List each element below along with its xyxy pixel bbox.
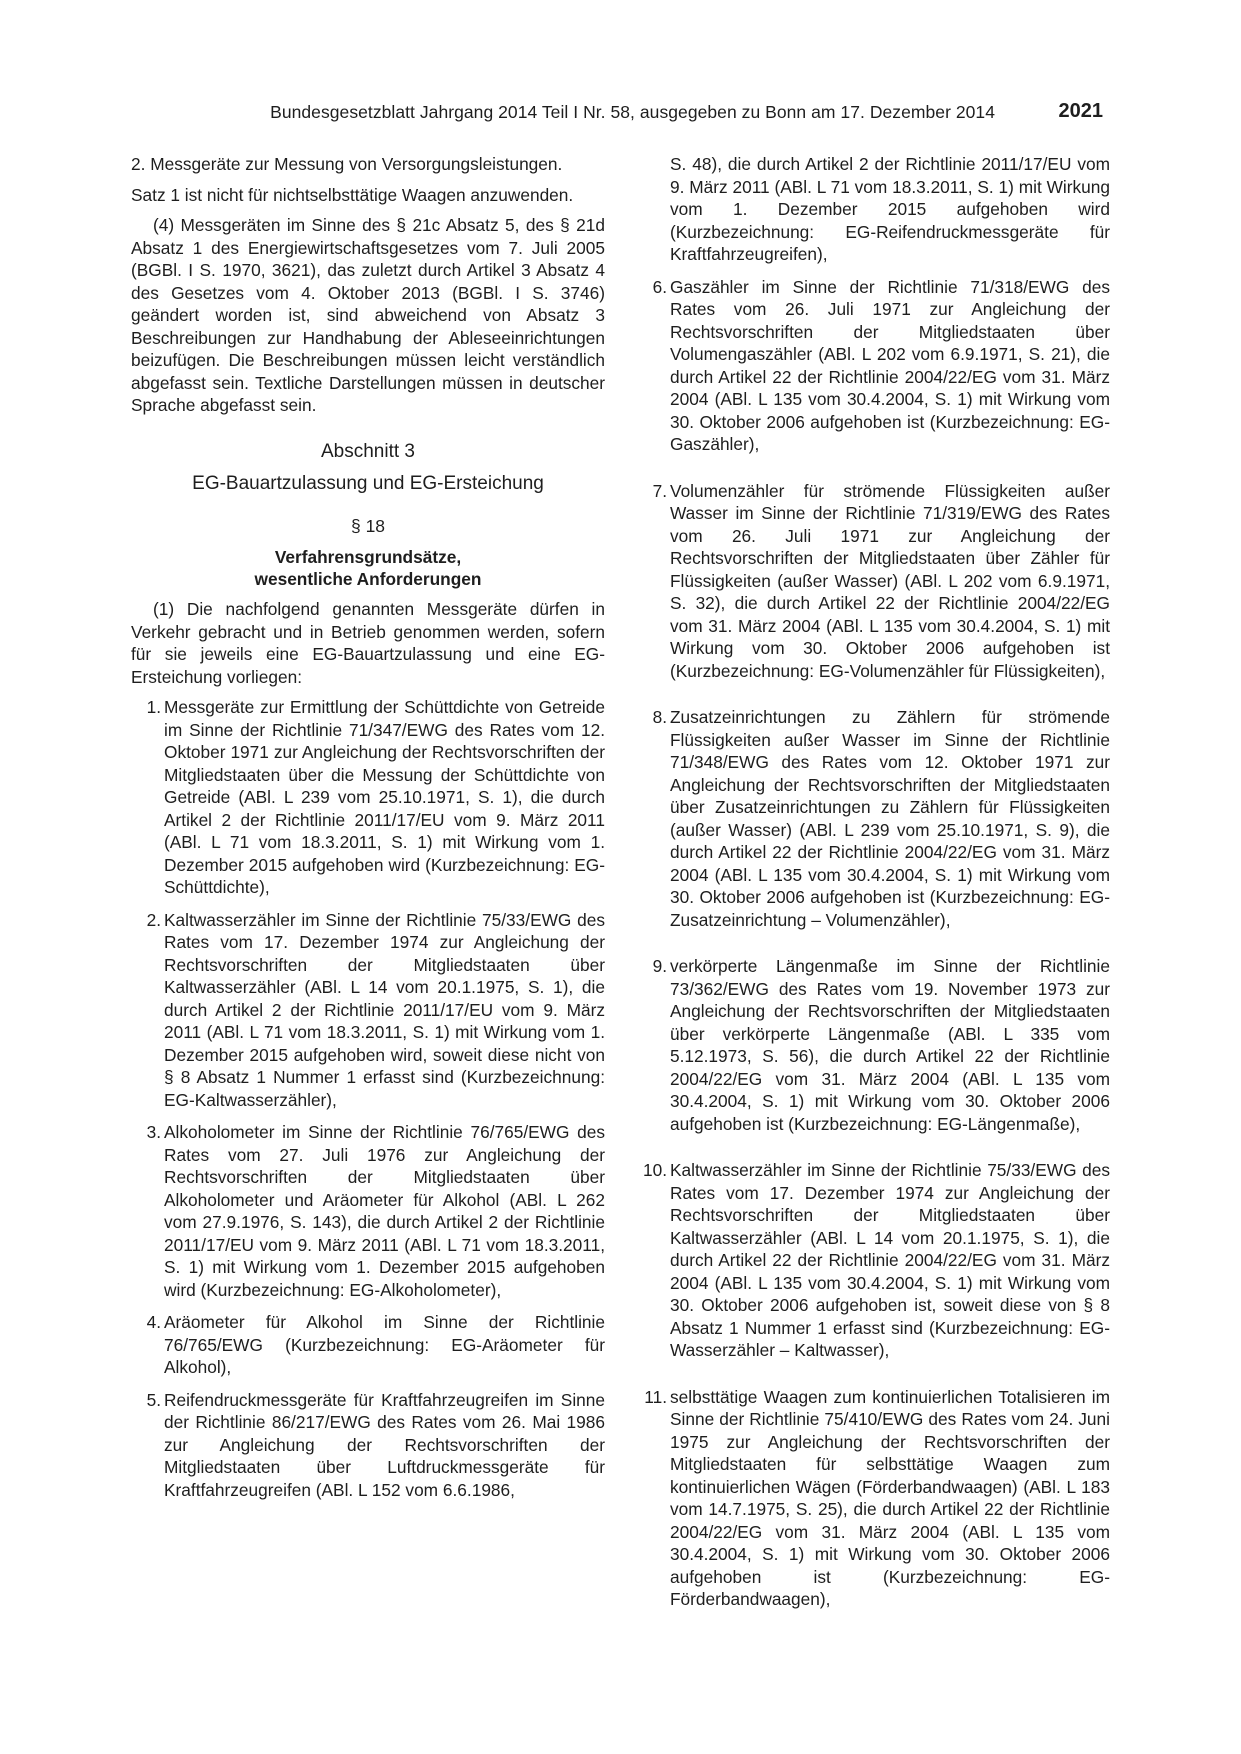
list-item-text: selbsttätige Waagen zum kontinuierlichen Totalisieren im Sinne der Richtlinie 75/410/EWG des Rates vom 24. Juni 1975 zur Angleichung der Rechtsvorschriften der Mitgliedstaaten für selbsttätige Waagen zum kontinuierlichen Wägen (Förderbandwaagen) (ABl. L 183 vom 14.7.1975, S. 25), die durch Artikel 22 der Richtlinie 2004/22/EG vom 31. März 2004 (ABl. L 135 vom 30.4.2004, S. 1) mit Wirkung vom 30. Oktober 2006 aufgehoben ist (Kurzbezeichnung: EG-Förderbandwaagen), — [670, 1386, 1110, 1609]
list-item — [637, 1386, 1110, 1611]
paragraph-title-line-1: Verfahrensgrundsätze, — [274, 547, 462, 567]
paragraph-1-intro: (1) Die nachfolgend genannten Messgeräte dürfen in Verkehr gebracht und in Betrieb genommen werden, sofern für sie jeweils eine EG-Bauartzulassung und eine EG-Ersteichung vorliegen: — [131, 599, 605, 687]
list-item-number: 7. — [652, 480, 667, 501]
list-item — [131, 1121, 605, 1301]
list-item-text: Gaszähler im Sinne der Richtlinie 71/318/EWG des Rates vom 26. Juli 1971 zur Angleichung der Rechtsvorschriften der Mitgliedstaaten über Volumengaszähler (ABl. L 202 vom 6.9.1971, S. 21), die durch Artikel 22 der Richtlinie 2004/22/EG vom 31. März 2004 (ABl. L 135 vom 30.4.2004, S. 1) mit Wirkung vom 30. Oktober 2006 aufgehoben ist (Kurzbezeichnung: EG-Gaszähler), — [670, 276, 1110, 454]
list-item — [131, 909, 605, 1112]
list-item-text: verkörperte Längenmaße im Sinne der Richtlinie 73/362/EWG des Rates vom 19. November 1973 zur Angleichung der Rechtsvorschriften der Mitgliedstaaten über verkörperte Längenmaße (ABl. L 335 vom 5.12.1973, S. 56), die durch Artikel 22 der Richtlinie 2004/22/EG vom 31. März 2004 (ABl. L 135 vom 30.4.2004, S. 1) mit Wirkung vom 30. Oktober 2006 aufgehoben ist (Kurzbezeichnung: EG-Längenmaße), — [670, 956, 1110, 1134]
list-item — [131, 696, 605, 899]
list-item-text: Messgeräte zur Ermittlung der Schüttdichte von Getreide im Sinne der Richtlinie 71/347/EWG des Rates vom 12. Oktober 1971 zur Angleichung der Rechtsvorschriften der Mitgliedstaaten über die Messung der Schüttdichte von Getreide (ABl. L 239 vom 25.10.1971, S. 1), die durch Artikel 2 der Richtlinie 2011/17/EU vom 9. März 2011 (ABl. L 71 vom 18.3.2011, S. 1) mit Wirkung vom 1. Dezember 2015 aufgehoben wird (Kurzbezeichnung: EG-Schüttdichte), — [164, 697, 605, 897]
section-label: Abschnitt 3 — [321, 440, 415, 462]
paragraph-4: (4) Messgeräten im Sinne des § 21c Absatz 5, des § 21d Absatz 1 des Energiewirtschaftsgesetzes vom 7. Juli 2005 (BGBl. I S. 1970, 3621), das zuletzt durch Artikel 3 Absatz 4 des Gesetzes vom 4. Oktober 2013 (BGBl. I S. 3746) geändert worden ist, sind abweichend von Absatz 3 Beschreibungen zur Handhabung der Ableseeinrichtungen beizufügen. Die Beschreibungen müssen leicht verständlich abgefasst sein. Textliche Darstellungen müssen in deutscher Sprache abgefasst sein. — [131, 215, 605, 415]
section-title: EG-Bauartzulassung und EG-Ersteichung — [192, 472, 544, 494]
list-item-number: 8. — [652, 707, 667, 727]
list-item-number: 2. — [146, 909, 161, 930]
list-item — [131, 1389, 605, 1502]
continued-item-2: 2. Messgeräte zur Messung von Versorgungsleistungen. — [131, 154, 563, 174]
list-item-text: Zusatzeinrichtungen zu Zählern für strömende Flüssigkeiten außer Wasser im Sinne der Richtlinie 71/348/EWG des Rates vom 12. Oktober 1971 zur Angleichung der Rechtsvorschriften der Mitgliedstaaten über Zusatzeinrichtungen zu Zählern für Flüssigkeiten (außer Wasser) (ABl. L 239 vom 25.10.1971, S. 9), die durch Artikel 22 der Richtlinie 2004/22/EG vom 31. März 2004 (ABl. L 135 vom 30.4.2004, S. 1) mit Wirkung vom 30. Oktober 2006 aufgehoben ist (Kurzbezeichnung: EG-Zusatzeinrichtung – Volumenzähler), — [670, 707, 1110, 930]
list-item — [637, 276, 1110, 456]
list-item-number: 5. — [146, 1389, 161, 1410]
list-item — [637, 1159, 1110, 1362]
satz-1-note: Satz 1 ist nicht für nichtselbsttätige Waagen anzuwenden. — [131, 184, 574, 205]
list-item-number: 6. — [652, 276, 667, 297]
list-item — [637, 955, 1110, 1135]
paragraph-number: § 18 — [350, 515, 386, 536]
list-item-number: 10. — [642, 1160, 667, 1180]
list-item-text: Alkoholometer im Sinne der Richtlinie 76/765/EWG des Rates vom 27. Juli 1976 zur Angleichung der Rechtsvorschriften der Mitgliedstaaten über Alkoholometer und Aräometer für Alkohol (ABl. L 262 vom 27.9.1976, S. 143), die durch Artikel 2 der Richtlinie 2011/17/EU vom 9. März 2011 (ABl. L 71 vom 18.3.2011, S. 1) mit Wirkung vom 1. Dezember 2015 aufgehoben wird (Kurzbezeichnung: EG-Alkoholometer), — [164, 1122, 605, 1300]
list-item-text: Volumenzähler für strömende Flüssigkeiten außer Wasser im Sinne der Richtlinie 71/319/EWG des Rates vom 26. Juli 1971 zur Angleichung der Rechtsvorschriften der Mitgliedstaaten über Zähler für Flüssigkeiten (außer Wasser) (ABl. L 202 vom 6.9.1971, S. 32), die durch Artikel 22 der Richtlinie 2004/22/EG vom 31. März 2004 (ABl. L 135 vom 30.4.2004, S. 1) mit Wirkung vom 30. Oktober 2006 aufgehoben ist (Kurzbezeichnung: EG-Volumenzähler für Flüssigkeiten), — [670, 480, 1110, 681]
paragraph-title-line-2: wesentliche Anforderungen — [254, 569, 482, 589]
page-header — [0, 100, 1241, 130]
list-item-number: 4. — [146, 1312, 161, 1332]
list-item-text: Kaltwasserzähler im Sinne der Richtlinie 75/33/EWG des Rates vom 17. Dezember 1974 zur Angleichung der Rechtsvorschriften der Mitgliedstaaten über Kaltwasserzähler (ABl. L 14 vom 20.1.1975, S. 1), die durch Artikel 2 der Richtlinie 2011/17/EU vom 9. März 2011 (ABl. L 71 vom 18.3.2011, S. 1) mit Wirkung vom 1. Dezember 2015 aufgehoben wird, soweit diese nicht von § 8 Absatz 1 Nummer 1 erfasst sind (Kurzbezeichnung: EG-Kaltwasserzähler), — [164, 909, 605, 1110]
list-item — [637, 480, 1110, 683]
list-item-text: Kaltwasserzähler im Sinne der Richtlinie 75/33/EWG des Rates vom 17. Dezember 1974 zur Angleichung der Rechtsvorschriften der Mitgliedstaaten über Kaltwasserzähler (ABl. L 14 vom 20.1.1975, S. 1), die durch Artikel 22 der Richtlinie 2004/22/EG vom 31. März 2004 (ABl. L 135 vom 30.4.2004, S. 1) mit Wirkung vom 30. Oktober 2006 aufgehoben ist, soweit diese von § 8 Absatz 1 Nummer 1 erfasst sind (Kurzbezeichnung: EG-Wasserzähler – Kaltwasser), — [670, 1160, 1110, 1360]
list-item-number: 1. — [146, 697, 161, 717]
right-column — [637, 153, 1110, 1611]
list-item-text: Reifendruckmessgeräte für Kraftfahrzeugreifen im Sinne der Richtlinie 86/217/EWG des Rates vom 26. Mai 1986 zur Angleichung der Rechtsvorschriften der Mitgliedstaaten über Luftdruckmessgeräte für Kraftfahrzeugreifen (ABl. L 152 vom 6.6.1986, — [164, 1389, 605, 1500]
list-item-number: 11. — [644, 1386, 667, 1407]
list-item — [637, 706, 1110, 931]
left-column — [131, 153, 605, 1501]
list-item-number: 9. — [652, 956, 667, 976]
running-header: Bundesgesetzblatt Jahrgang 2014 Teil I Nr. 58, ausgegeben zu Bonn am 17. Dezember 2014 — [270, 102, 995, 122]
list-item-number: 3. — [146, 1122, 161, 1142]
continued-item-5: S. 48), die durch Artikel 2 der Richtlinie 2011/17/EU vom 9. März 2011 (ABl. L 71 vom 18.3.2011, S. 1) mit Wirkung vom 1. Dezember 2015 aufgehoben wird (Kurzbezeichnung: EG-Reifendruckmessgeräte für Kraftfahrzeugreifen), — [670, 154, 1110, 264]
page-number: 2021 — [1058, 100, 1103, 122]
list-item — [131, 1311, 605, 1379]
list-item-text: Aräometer für Alkohol im Sinne der Richtlinie 76/765/EWG (Kurzbezeichnung: EG-Aräometer für Alkohol), — [164, 1312, 605, 1377]
